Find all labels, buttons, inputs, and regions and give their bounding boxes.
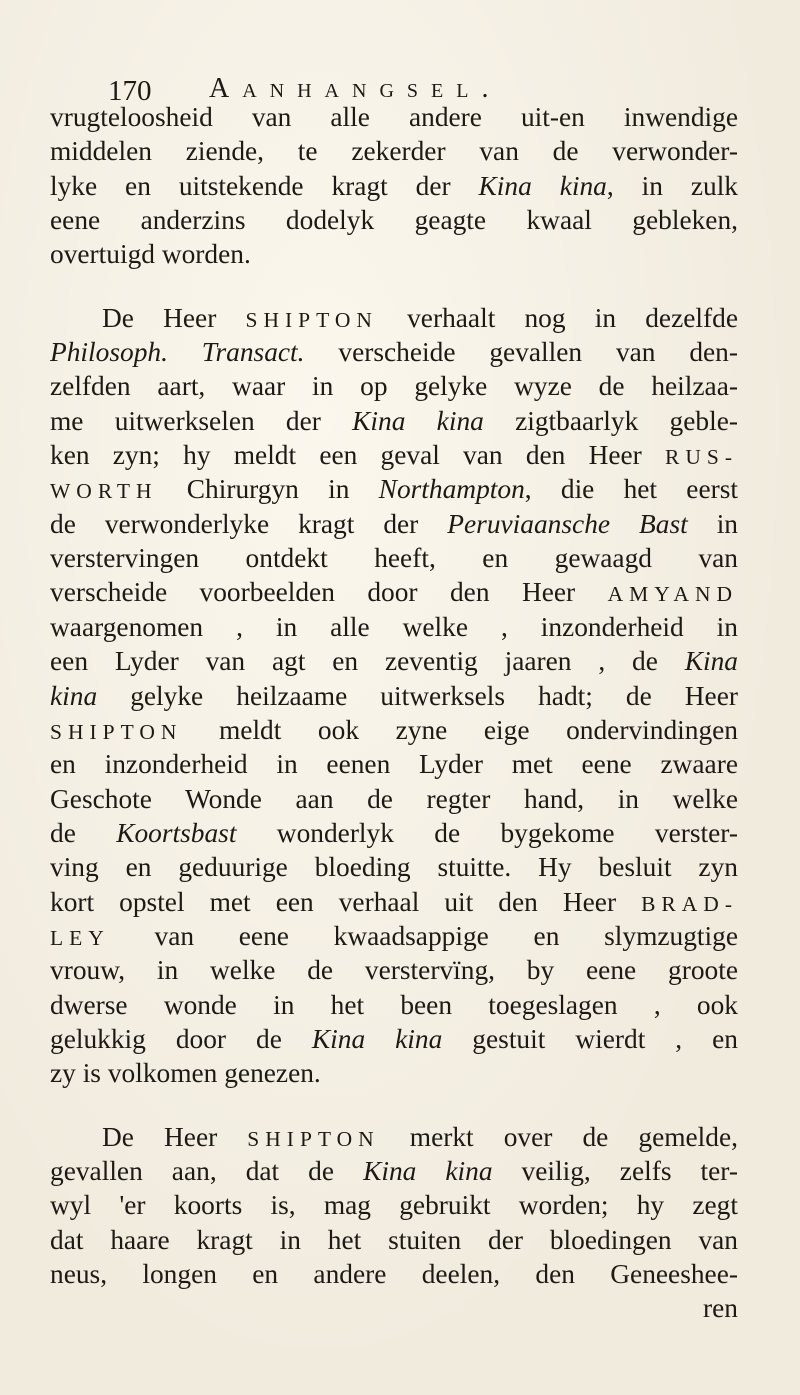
text-line: zy is volkomen genezen. [50,1058,321,1089]
text-line: waargenomen , in alle welke , inzonderheid in [50,611,738,642]
text-line: een Lyder van agt en zeventig jaaren , de Kina [50,646,738,677]
text-line: zelfden aart, waar in op gelyke wyze de heilzaa- [50,371,738,402]
text-line: eene anderzins dodelyk geagte kwaal gebleken, [50,205,738,236]
text-line: kort opstel met een verhaal uit den Heer BRAD- [50,886,738,917]
text-line: vrouw, in welke de verstervïng, by eene groote [50,955,738,986]
paragraph-2 [50,301,738,1091]
text-line: dat haare kragt in het stuiten der bloedingen van [50,1224,738,1255]
text-line: verscheide voorbeelden door den Heer AMYAND [50,577,738,608]
catchword: ren [703,1293,738,1324]
text-line: WORTH Chirurgyn in Northampton, die het eerst [50,474,738,505]
text-line: de Koortsbast wonderlyk de bygekome verster- [50,817,738,848]
paragraph-3 [50,1120,738,1292]
text-line: lyke en uitstekende kragt der Kina kina, in zulk [50,170,738,201]
text-line: SHIPTON meldt ook zyne eige ondervindingen [50,714,738,745]
paragraph-gap [50,1091,738,1120]
text-line: LEY van eene kwaadsappige en slymzugtige [50,920,738,951]
text-line: De Heer SHIPTON verhaalt nog in dezelfde [102,302,738,333]
text-line: neus, longen en andere deelen, den Geneeshee- [50,1259,738,1289]
text-line: de verwonderlyke kragt der Peruviaansche Bast in [50,508,738,539]
text-line: ken zyn; hy meldt een geval van den Heer RUS- [50,440,738,471]
text-line: middelen ziende, te zekerder van de verwonder- [50,136,738,167]
running-head: Aanhangsel. [209,73,502,104]
text-line: vrugteloosheid van alle andere uit-en inwendige [50,102,738,132]
page-number: 170 [108,75,152,107]
paragraph-gap [50,272,738,301]
text-line: wyl 'er koorts is, mag gebruikt worden; hy zegt [50,1190,738,1221]
body-text [50,100,738,1326]
text-line: De Heer SHIPTON merkt over de gemelde, [102,1121,738,1152]
text-line: gevallen aan, dat de Kina kina veilig, zelfs ter- [50,1155,738,1186]
text-line: en inzonderheid in eenen Lyder met eene zwaare [50,749,738,780]
paragraph-1 [50,100,738,272]
text-line: Philosoph. Transact. verscheide gevallen van den- [50,337,738,368]
text-line: kina gelyke heilzaame uitwerksels hadt; de Heer [50,680,738,711]
text-line: verstervingen ontdekt heeft, en gewaagd van [50,543,738,574]
text-line: me uitwerkselen der Kina kina zigtbaarlyk geble- [50,405,738,436]
text-line: ving en geduurige bloeding stuitte. Hy besluit zyn [50,852,738,883]
text-line: dwerse wonde in het been toegeslagen , ook [50,989,738,1020]
text-line: Geschote Wonde aan de regter hand, in welke [50,783,738,814]
text-line: gelukkig door de Kina kina gestuit wierdt , en [50,1023,738,1054]
text-line: overtuigd worden. [50,239,251,270]
